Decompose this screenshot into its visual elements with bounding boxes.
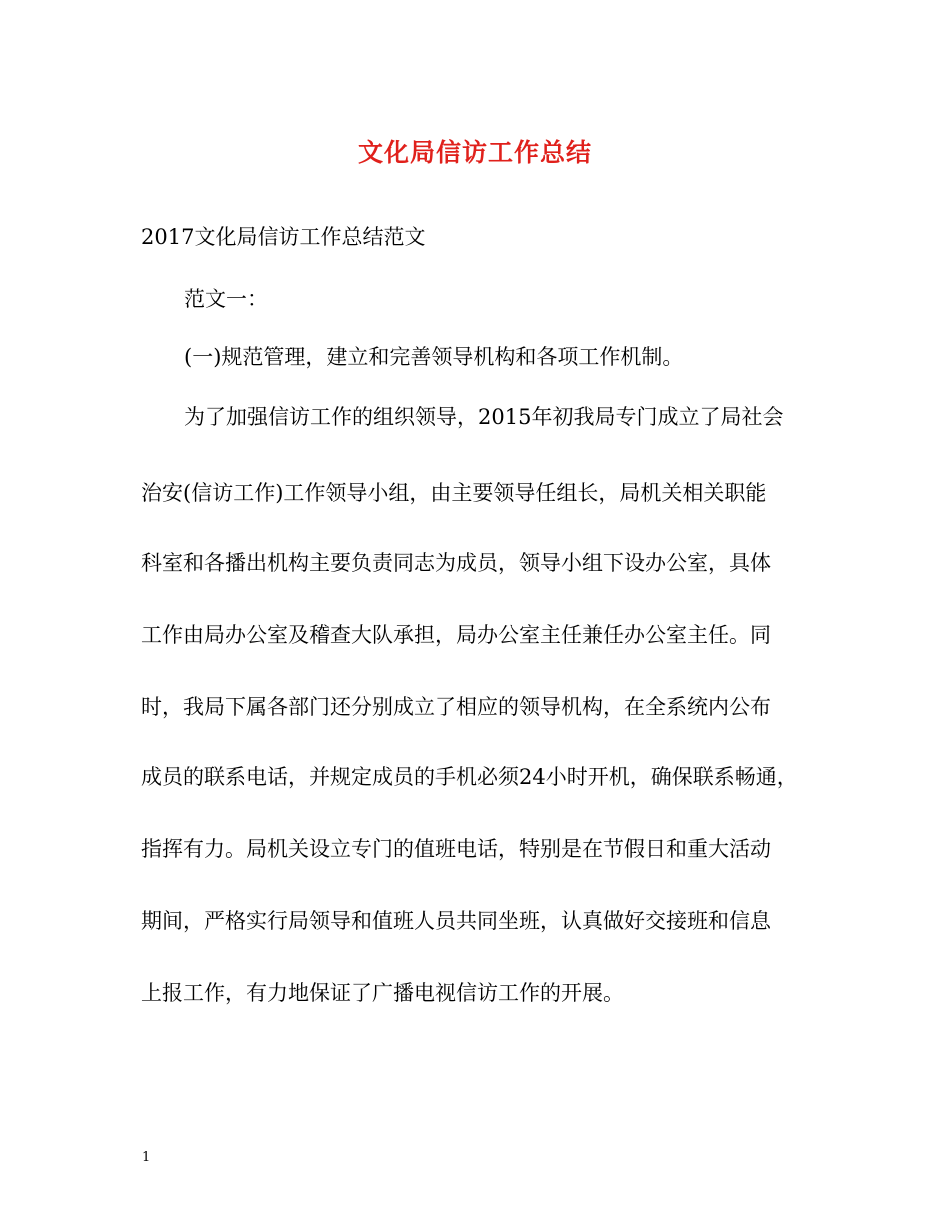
paragraph-line: 治安(信访工作)工作领导小组，由主要领导任组长，局机关相关职能 xyxy=(141,481,767,505)
paragraph-line: 为了加强信访工作的组织领导，2015年初我局专门成立了局社会 xyxy=(184,405,784,429)
paragraph-line: 工作由局办公室及稽查大队承担，局办公室主任兼任办公室主任。同 xyxy=(141,623,771,647)
document-subtitle: 2017文化局信访工作总结范文 xyxy=(141,225,426,249)
paragraph-line: 成员的联系电话，并规定成员的手机必须24小时开机，确保联系畅通， xyxy=(141,765,798,789)
section-label: 范文一： xyxy=(184,287,268,311)
paragraph-line: 指挥有力。局机关设立专门的值班电话，特别是在节假日和重大活动 xyxy=(141,837,771,861)
paragraph-line: 时，我局下属各部门还分别成立了相应的领导机构，在全系统内公布 xyxy=(141,695,771,719)
paragraph-line: 期间，严格实行局领导和值班人员共同坐班，认真做好交接班和信息 xyxy=(141,909,771,933)
paragraph-line: 科室和各播出机构主要负责同志为成员，领导小组下设办公室，具体 xyxy=(141,551,771,575)
section-heading: (一)规范管理，建立和完善领导机构和各项工作机制。 xyxy=(184,345,684,369)
paragraph-line: 上报工作，有力地保证了广播电视信访工作的开展。 xyxy=(141,981,624,1005)
page-number: 1 xyxy=(142,1150,151,1165)
document-title: 文化局信访工作总结 xyxy=(357,138,592,167)
